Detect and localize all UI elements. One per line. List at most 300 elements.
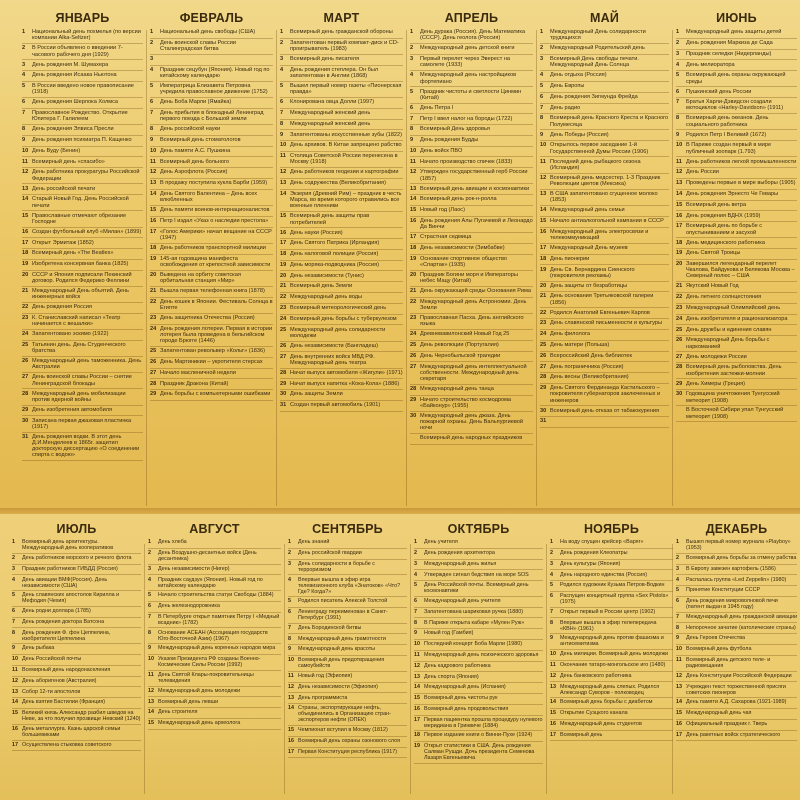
day-entry	[12, 628, 141, 644]
day-event: «Голос Америки» начал вещание на СССР (1947)	[160, 228, 272, 241]
day-number: 15	[288, 727, 294, 734]
day-entry	[280, 141, 403, 152]
month-column	[18, 0, 146, 512]
day-entry	[12, 725, 141, 741]
day-entry	[410, 44, 533, 55]
day-number: 4	[550, 571, 553, 578]
day-entry	[148, 697, 281, 708]
day-entry	[676, 623, 797, 634]
day-number: 31	[280, 402, 287, 409]
day-number: 13	[676, 683, 682, 690]
day-number: 13	[414, 673, 420, 680]
day-number: 26	[676, 337, 683, 344]
day-entry	[280, 304, 403, 315]
day-entry	[12, 677, 141, 688]
day-event: Всемирный день продовольствия	[424, 705, 509, 712]
day-number: 5	[148, 592, 151, 599]
day-entry	[676, 28, 797, 39]
day-event: День войск ПВО	[420, 147, 463, 154]
day-entry	[148, 655, 281, 671]
day-event: Православные отмечают обрезание Господне	[32, 212, 127, 225]
day-entry	[12, 538, 141, 554]
day-event: Всемирный день «спасибо»	[32, 158, 105, 165]
day-event: День изобретателя и рационализатора	[686, 315, 788, 322]
day-number: 19	[22, 261, 29, 268]
day-number: 7	[410, 115, 414, 122]
day-entry	[280, 369, 403, 380]
day-event: День ракетных войск стратегического	[686, 731, 781, 738]
day-entry	[550, 650, 673, 661]
month-column	[276, 0, 406, 512]
day-number: 2	[148, 549, 151, 556]
day-event: Создан футбольный клуб «Милан» (1899)	[32, 228, 142, 235]
day-number: 4	[288, 576, 291, 583]
day-number: 9	[676, 131, 680, 138]
day-event: В России введено новое правописание (1918)	[32, 83, 134, 96]
day-entry	[540, 104, 669, 115]
day-entry	[676, 130, 797, 141]
day-number: 13	[410, 185, 417, 192]
day-entry	[288, 624, 407, 635]
day-event: Международный день таможенника. День Австралии	[32, 358, 142, 371]
day-event: Окончание татаро-монгольское иго (1480)	[560, 662, 666, 668]
day-number: 15	[676, 710, 682, 717]
day-entry	[676, 98, 797, 114]
day-entry	[150, 271, 273, 287]
day-number: 2	[414, 549, 417, 556]
day-entry	[148, 644, 281, 655]
day-entry	[280, 55, 403, 66]
day-number: 1	[148, 539, 151, 546]
day-number: 28	[280, 369, 287, 376]
day-number: 8	[676, 115, 680, 122]
day-entry	[540, 292, 669, 308]
day-entry	[280, 325, 403, 341]
day-entry	[540, 206, 669, 217]
day-entry	[22, 60, 143, 71]
day-number: 8	[150, 126, 154, 133]
day-event: День рождения Исаака Ньютона	[32, 72, 117, 79]
day-number: 16	[150, 217, 157, 224]
day-entry	[676, 379, 797, 390]
day-number: 9	[148, 645, 151, 652]
day-event: Чемпионат вступил в Москву (1812)	[298, 727, 388, 734]
day-entry	[280, 261, 403, 272]
day-event: Международный День музеев	[550, 244, 628, 251]
day-event: Международный Родительский день	[550, 45, 645, 52]
day-event: День пограничника (Россия)	[550, 363, 624, 370]
day-entry	[22, 357, 143, 373]
day-event: Всемирный день борьбы с туберкулезом	[290, 315, 397, 322]
day-entry	[410, 114, 533, 125]
day-number: 22	[280, 294, 287, 301]
day-number: 14	[540, 207, 547, 214]
day-entry	[676, 114, 797, 130]
day-number: 3	[288, 560, 291, 567]
day-event: В России объявлено о введении 7-часового рабочего дня (1929)	[32, 45, 123, 58]
day-number: 17	[410, 234, 417, 241]
day-event: День пионерии	[550, 255, 590, 262]
day-event: Международный день жилья	[424, 560, 497, 567]
day-number: 18	[280, 251, 287, 258]
day-event: Международный день защиты детей	[686, 29, 782, 36]
day-number: 19	[410, 255, 417, 262]
day-number: 12	[540, 174, 547, 181]
day-event: Вышел первый номер газеты «Пионерская правда»	[290, 83, 402, 96]
day-event: Открыт первый в России центр (1902)	[560, 608, 656, 615]
day-entry	[22, 157, 143, 168]
day-event: День рождения психиатра П. Кащенко	[32, 137, 132, 144]
day-entry	[540, 28, 669, 44]
day-number: 18	[150, 244, 157, 251]
day-entry	[550, 634, 673, 650]
day-event: День рождения М. Шумахера	[32, 61, 109, 68]
day-number: 13	[148, 698, 154, 705]
day-event: День России	[686, 169, 719, 176]
day-entry	[280, 39, 403, 55]
day-number: 12	[22, 169, 29, 176]
day-entry	[280, 98, 403, 109]
day-entry	[12, 591, 141, 607]
day-event: Основание спортивное общество «Спартак» (1935)	[420, 255, 508, 268]
day-event: Новый год (Лаос)	[420, 207, 465, 214]
day-list	[12, 538, 141, 751]
day-number: 1	[676, 539, 679, 546]
day-event: Международный день слепых. Родился Александр Суворов - полководец	[560, 683, 660, 696]
day-entry	[410, 206, 533, 217]
day-event: День защиты Земли	[290, 391, 343, 398]
day-event: День работников транспортной милиции	[160, 244, 266, 251]
day-entry	[150, 347, 273, 358]
day-number: 4	[12, 576, 15, 583]
day-entry	[12, 575, 141, 591]
day-number: 14	[280, 190, 287, 197]
day-number: 16	[22, 228, 29, 235]
day-event: День молодежи России	[686, 353, 747, 360]
day-number: 4	[540, 72, 544, 79]
day-event: Первая пациентка прошла процедуру нулевого меридиана в Гринвиче (1884)	[424, 716, 543, 729]
day-number: 23	[410, 315, 417, 322]
day-number: 27	[410, 363, 417, 370]
day-event: Начато строительство космодрома «Байконур» (1955)	[420, 396, 512, 409]
day-event: Православное Рождество. Открытие Юпитера Г. Галилеем	[32, 110, 128, 123]
day-event: День рождения Зигмунда Фрейда	[550, 93, 638, 100]
day-number: 4	[410, 72, 414, 79]
day-number: 10	[676, 646, 682, 653]
day-event: День строителя	[158, 709, 198, 716]
day-event: Международный день учителя	[424, 598, 501, 605]
day-entry	[148, 549, 281, 565]
day-number: 6	[22, 99, 26, 106]
day-number: 19	[676, 250, 683, 257]
day-number: 11	[148, 672, 154, 678]
day-number: 1	[676, 29, 680, 36]
day-event: День кошек в Японии. Фестиваль Солнца в Египте	[160, 298, 273, 312]
day-event: Родился писатель Алексей Толстой	[298, 598, 388, 605]
day-number: 23	[22, 315, 29, 322]
day-event: День Героев Отечества	[686, 635, 746, 642]
day-event: Международный день воды	[290, 294, 363, 301]
day-event: День рождения Клеопатры	[560, 549, 628, 556]
day-entry	[22, 249, 143, 260]
day-entry	[550, 709, 673, 720]
day-event: День Мартиникии – укротителя стерсах	[160, 358, 263, 365]
day-number: 16	[410, 217, 417, 224]
day-entry	[288, 672, 407, 683]
day-event: Международный День объятий. День инженерных войск	[32, 288, 129, 301]
day-entry	[148, 628, 281, 644]
day-entry	[22, 228, 143, 239]
day-number: 1	[280, 29, 284, 36]
day-number: 1	[414, 539, 417, 546]
day-event: Международный День борьбы с наркоманией	[686, 337, 770, 350]
day-number: 13	[150, 180, 157, 187]
day-event: День милиции. Всемирный день молодежи	[560, 651, 669, 658]
day-entry	[540, 82, 669, 93]
day-event: День российской науки	[160, 126, 221, 133]
day-entry	[550, 538, 673, 549]
day-number: 7	[676, 99, 680, 106]
day-event: День воинской славы России – снятие Ленинградской блокады	[32, 374, 132, 387]
day-event: Создан первый автомобиль (1901)	[290, 402, 381, 409]
day-number: 24	[540, 331, 547, 338]
day-event: Международный день молодежи	[158, 687, 241, 694]
day-event: Родился художник Кузьма Петров-Водкин	[560, 582, 665, 589]
day-number: 2	[150, 39, 154, 46]
day-event: День Воздушно-десантных войск (День десантника)	[158, 549, 257, 562]
day-event: День Петра I	[420, 104, 454, 111]
day-event: День матери (Польша)	[550, 342, 610, 348]
day-entry	[414, 694, 543, 705]
day-entry	[410, 233, 533, 244]
day-entry	[12, 687, 141, 698]
day-entry	[676, 87, 797, 98]
day-entry	[280, 282, 403, 293]
day-entry	[288, 704, 407, 726]
day-entry	[414, 570, 543, 581]
day-event: Международный день гражданской авиации	[686, 613, 798, 620]
day-entry	[150, 179, 273, 190]
day-event: День изобретения автомобиля	[32, 406, 112, 413]
day-number: 9	[540, 131, 544, 138]
day-number: 6	[148, 603, 151, 610]
day-event: Международный день электросвязи и телекоммуникаций	[550, 228, 649, 241]
day-entry	[414, 538, 543, 549]
month-title: МАЙ	[589, 11, 620, 25]
day-entry	[22, 303, 143, 314]
day-entry	[12, 698, 141, 709]
day-entry	[288, 560, 407, 576]
day-number: 22	[676, 294, 683, 301]
day-event: День рождения лотереи. Первая в истории лотерея была проведена в бельгийском городе Брюгге (1446)	[160, 325, 273, 345]
day-number: 6	[12, 608, 15, 615]
day-number: 14	[288, 705, 294, 712]
day-event: День железнодорожника	[158, 603, 220, 610]
day-number: 5	[676, 72, 680, 79]
day-entry	[22, 147, 143, 158]
day-entry	[540, 217, 669, 228]
day-entry	[676, 293, 797, 304]
day-event: День российской гвардии	[298, 549, 362, 556]
day-event	[160, 56, 273, 63]
day-entry	[150, 206, 273, 217]
day-entry	[150, 369, 273, 380]
day-number: 6	[288, 609, 291, 616]
day-event: День Химеры (Греция)	[686, 380, 745, 387]
day-entry	[288, 645, 407, 656]
day-entry	[414, 662, 543, 673]
day-event: День рождения ВДНХ (1959)	[686, 212, 761, 219]
day-event: Всемирный день рок-н-ролла	[420, 196, 497, 203]
day-entry	[410, 314, 533, 330]
day-entry	[410, 352, 533, 363]
day-entry	[550, 731, 673, 742]
day-number: 6	[280, 99, 284, 106]
day-number: 6	[414, 598, 417, 605]
day-number: 3	[22, 61, 26, 68]
day-event: Татьянин день. День Студенческого братства	[32, 342, 126, 355]
day-number: 18	[22, 250, 29, 257]
day-number: 8	[280, 120, 284, 127]
day-event: День Святой Троицы	[686, 250, 741, 257]
day-entry	[22, 98, 143, 109]
day-number: 9	[414, 630, 417, 637]
day-entry	[676, 157, 797, 168]
day-number: 3	[150, 56, 154, 63]
day-number: 24	[22, 331, 29, 338]
day-number: 29	[410, 396, 417, 403]
day-event: Новый год (Эфиопия)	[298, 673, 353, 679]
day-entry	[280, 28, 403, 39]
day-event: Международный день коренных народов мира	[158, 645, 276, 652]
day-event: День Победы (Россия)	[550, 131, 609, 138]
day-entry	[676, 282, 797, 293]
day-number: 7	[414, 608, 417, 615]
day-entry	[540, 228, 669, 244]
day-entry	[676, 645, 797, 656]
day-event: День работника прокуратуры Российской Федерации	[32, 169, 140, 182]
day-event: День рождения водки. В этот день Д.И.Менделеев в 1865г. защитил докторскую диссертацию «О соединении спирта с водою»	[32, 433, 140, 459]
day-number: 10	[550, 651, 556, 658]
day-number: 17	[22, 239, 29, 246]
day-number: 22	[540, 309, 547, 316]
day-number: 28	[540, 374, 547, 381]
day-entry	[150, 157, 273, 168]
day-number: 7	[540, 104, 544, 111]
day-entry	[22, 109, 143, 125]
day-number: 11	[550, 662, 556, 668]
day-entry	[280, 315, 403, 326]
day-entry	[22, 389, 143, 405]
day-event: День независимости (Эфиопия)	[298, 683, 378, 690]
day-number: 14	[676, 699, 682, 706]
day-number: 3	[676, 50, 680, 57]
day-event: Всемирный день по борьбе с опустыниванием и засухой	[686, 223, 763, 236]
day-number: 7	[22, 110, 26, 117]
day-event: В Париже открыта кабаре «Мулен Руж»	[424, 619, 525, 626]
day-number: 29	[540, 385, 547, 392]
day-number: 17	[288, 748, 294, 755]
day-number: 1	[410, 29, 414, 36]
day-number: 27	[676, 353, 683, 360]
column-divider	[144, 544, 145, 794]
day-number: 13	[676, 180, 683, 187]
day-number: 1	[22, 29, 26, 36]
day-entry	[676, 698, 797, 709]
day-number: 1	[550, 539, 553, 546]
day-event: Осуществлена стыковка советского	[22, 741, 112, 748]
day-event: Всемирный день медсестер. 1-3 Праздник Революции цветов (Мексика)	[550, 174, 661, 188]
day-entry	[280, 401, 403, 412]
day-entry	[22, 44, 143, 60]
day-entry	[410, 412, 533, 434]
day-number	[676, 407, 686, 419]
day-event: Открытие Суэцкого канала	[560, 710, 628, 717]
day-event: Всемирный день Красного Креста и Красного Полумесяца	[550, 115, 669, 128]
day-number: 11	[288, 673, 294, 679]
day-number: 2	[22, 45, 26, 52]
day-number: 5	[550, 582, 553, 589]
day-event: День архивов. В Китае запрещено рабство	[290, 142, 402, 149]
day-number: 27	[22, 374, 29, 381]
day-entry	[280, 179, 403, 190]
day-event: День Чернобыльской трагедии	[420, 352, 501, 359]
column-divider	[410, 544, 411, 794]
day-number: 10	[414, 641, 420, 648]
month-title: МАРТ	[323, 11, 360, 25]
day-entry	[148, 602, 281, 613]
day-event: День спорта (Япония)	[424, 673, 479, 680]
day-entry	[280, 250, 403, 261]
day-number: 14	[410, 196, 417, 203]
day-event: Родился Петр I Великий (1672)	[686, 131, 767, 138]
day-entry	[150, 298, 273, 314]
day-number: 12	[550, 672, 556, 679]
day-event: День работников морского и речного флота	[22, 554, 132, 561]
day-number: 10	[410, 147, 417, 154]
day-number: 16	[540, 228, 547, 235]
day-event: День Бородинской битвы	[298, 624, 362, 631]
day-event: Годовщина уничтожения Тунгусский метеорит (1908)	[686, 391, 780, 404]
day-entry	[676, 597, 797, 613]
day-event: Первая Конституция республика (1917)	[298, 748, 398, 755]
day-entry	[550, 608, 673, 619]
day-entry	[676, 363, 797, 379]
day-number: 10	[22, 147, 29, 154]
day-entry	[414, 651, 543, 662]
day-entry	[22, 211, 143, 227]
day-event: День налоговой полиции (Россия)	[290, 251, 379, 258]
column-divider	[406, 30, 407, 506]
day-event: Начало масленичной недели	[160, 369, 236, 376]
day-event: День Святого Патрика (Ирландия)	[290, 240, 380, 247]
day-event: Всемирный день детского теле- и радиовещания	[686, 657, 771, 669]
day-number: 16	[676, 212, 683, 219]
day-entry	[150, 82, 273, 98]
day-event: День рыбака	[22, 645, 55, 652]
day-entry	[414, 672, 543, 683]
day-entry	[676, 336, 797, 352]
day-entry	[414, 581, 543, 597]
day-number: 26	[150, 358, 157, 365]
day-event: Запатентована шариковая ручка (1880)	[424, 608, 524, 615]
day-event: Всемирный день чистоты рук	[424, 695, 498, 702]
day-event: День знаний	[298, 539, 330, 546]
day-number: 14	[22, 196, 29, 203]
day-number: 9	[12, 645, 15, 652]
day-event: Принятие Конституции СССР	[686, 587, 761, 594]
day-number: 11	[676, 657, 682, 663]
